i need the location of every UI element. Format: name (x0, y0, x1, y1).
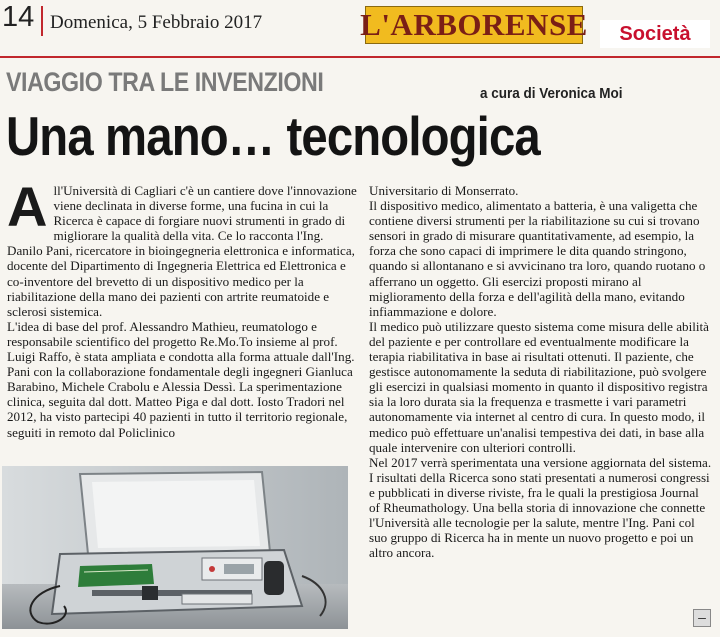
article-column-left (7, 175, 362, 440)
header-divider (41, 6, 43, 36)
masthead-text: L'ARBORENSE (360, 7, 588, 42)
drop-cap: A (7, 175, 48, 238)
device-illustration (2, 466, 348, 629)
paragraph: L'idea di base del prof. Alessandro Mathieu, reumatologo e responsabile scientifico del progetto Re.Mo.To insieme al prof. Luigi Raffo, è stata ampliata e condotta alla forma attuale dall'Ing. Pani con la collaborazione fondamentale degli ingegneri Gianluca Barabino, Michele Crabolu e Alessia Dessì. La sperimentazione clinica, seguita dal dott. Matteo Piga e dal dott. Iosto Tradori nel 2012, ha visto partecipi 40 pazienti in tutto il territorio regionale, seguiti in remoto dal Policlinico (7, 318, 355, 440)
minimize-icon[interactable]: – (693, 609, 711, 627)
masthead-logo (360, 6, 588, 44)
paragraph: Il medico può utilizzare questo sistema come misura delle abilità del paziente e per controllare ed eventualmente modificare la terapia riabilitativa in base ai risultati ottenuti. Il paziente, che gestisce autonomamente la seduta di riabilitazione, può svolgere gli esercizi in qualsiasi momento in quanto il dispositivo registra sia la loro durata sia la frequenza e trasmette i vari parametri autonomamente via internet al centro di cura. In questo modo, il medico può effettuare un'analisi tempestiva dei dati, in base alla quale intervenire con ulteriori controlli. (369, 318, 709, 455)
paragraph: Nel 2017 verrà sperimentata una versione aggiornata del sistema. I risultati della Ricerca sono stati presentati a numerosi congressi e pubblicati in diverse riviste, fra le quali la prestigiosa Journal of Rheumathology. Una bella storia di innovazione che connette l'Università alle tecnologie per la salute, mentre l'Ing. Pani col suo gruppo di Ricerca ha in mente un nuovo progetto e poi un altro ancora. (369, 454, 712, 561)
article-kicker: VIAGGIO TRA LE INVENZIONI (6, 67, 324, 97)
article-title: Una mano… tecnologica (6, 105, 540, 167)
issue-date: Domenica, 5 Febbraio 2017 (50, 12, 263, 33)
device-photo (2, 466, 348, 629)
paragraph: ll'Università di Cagliari c'è un cantiere dove l'innovazione viene declinata in diverse forme, una fucina in cui la Ricerca è capace di forgiare nuovi strumenti in grado di migliorare la qualità della vita. Ce lo racconta l'Ing. Danilo Pani, ricercatore in bioingegneria elettronica e informatica, docente del Dipartimento di Ingegneria Elettrica ed Elettronica e co-inventore del brevetto di un dispositivo medico per la riabilitazione della mano dei pazienti con artrite reumatoide e sclerosi sistemica. (7, 183, 357, 319)
section-tag (600, 20, 710, 48)
article-column-right (369, 183, 712, 560)
section-label: Società (619, 22, 691, 45)
paragraph: Universitario di Monserrato. (369, 183, 519, 198)
article-byline: a cura di Veronica Moi (480, 85, 623, 102)
page-number: 14 (2, 1, 35, 33)
header-rule (0, 56, 720, 58)
paragraph: Il dispositivo medico, alimentato a batteria, è una valigetta che contiene diversi strumenti per la riabilitazione su cui si trovano sensori in grado di misurare quantitativamente, ad esempio, la forza che sono capaci di imprimere le dita quando stringono, quando si allontanano e si avvicinano tra loro, quando ruotano o afferrano un oggetto. Gli esercizi proposti mirano al miglioramento della forza e dell'agilità della mano, evitando infiammazione e dolore. (369, 198, 706, 319)
